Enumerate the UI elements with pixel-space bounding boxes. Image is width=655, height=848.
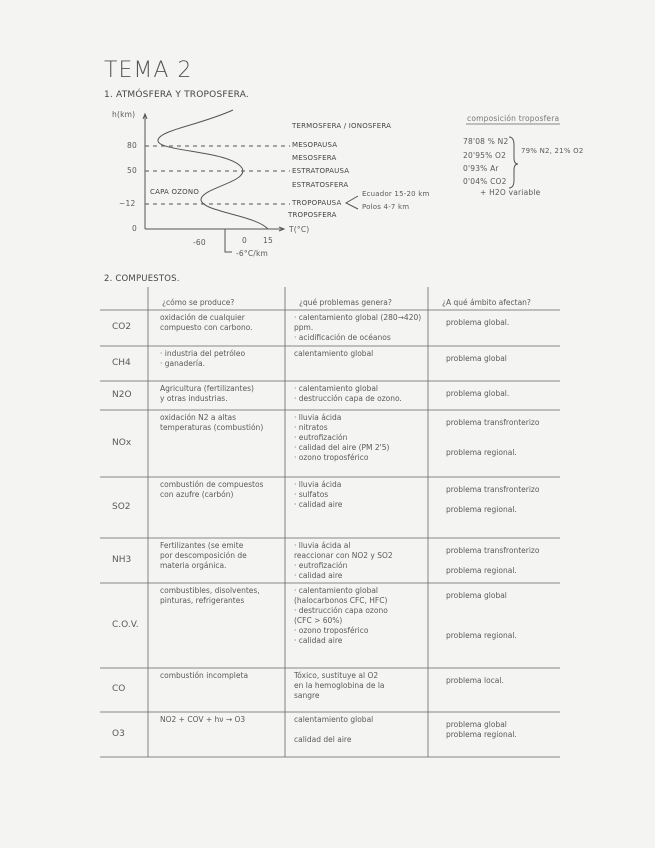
scope-cell: problema transfronterizo problema regional. [446,546,540,575]
production-cell: NO2 + COV + hν → O3 [160,715,246,724]
page-title: TEMA 2 [104,58,193,83]
layer-label: MESOSFERA [292,154,337,162]
tropopause-ecuador: Ecuador 15-20 km [362,190,430,198]
scope-cell: problema transfronterizo problema regional. [446,485,540,514]
composition-water: + H2O variable [480,188,541,197]
problems-cell: · lluvia ácida · sulfatos · calidad aire [294,480,343,509]
scope-cell: problema global problema regional. [446,720,517,739]
production-cell: combustión incompleta [160,671,249,680]
y-tick: ~12 [119,199,136,208]
problems-cell: · calentamiento global (280→420) ppm. · acidificación de océanos [294,313,422,342]
production-cell: oxidación de cualquier compuesto con carbono. [160,313,253,332]
layer-label: TROPOSFERA [288,211,337,219]
problems-cell: · calentamiento global (halocarbonos CFC, HFC) · destrucción capa ozono (CFC > 60%) · ozono troposférico · calidad aire [294,586,388,645]
scope-cell: problema global. [446,318,510,327]
layer-label: TROPOPAUSA [292,199,342,207]
scope-cell: problema local. [446,676,504,685]
y-tick: 80 [127,141,137,150]
y-tick: 0 [132,224,137,233]
tropopause-polos: Polos 4-7 km [362,203,410,211]
production-cell: oxidación N2 a altas temperaturas (combustión) [160,413,264,432]
production-cell: combustión de compuestos con azufre (carbón) [160,480,264,499]
composition-summary: 79% N2, 21% O2 [521,147,584,155]
problems-cell: · calentamiento global · destrucción capa de ozono. [294,384,402,403]
composition-item: 0'04% CO2 [463,177,507,186]
x-tick: 0 [242,236,247,245]
problems-cell: · lluvia ácida al reaccionar con NO2 y SO2 · eutrofización · calidad aire [294,541,393,580]
composition-item: 78'08 % N2 [463,137,509,146]
column-header: ¿qué problemas genera? [299,298,392,307]
gradient-label: -6°C/km [236,249,269,258]
compound-cell: CH4 [112,357,131,368]
composition-item: 20'95% O2 [463,151,507,160]
layer-label: MESOPAUSA [292,141,338,149]
scope-cell: problema global [446,354,507,363]
compound-cell: SO2 [112,501,131,512]
scope-cell: problema global. [446,389,510,398]
compound-cell: N2O [112,389,132,400]
production-cell: combustibles, disolventes, pinturas, refrigerantes [160,586,260,605]
compound-cell: NH3 [112,554,132,565]
composition-title: composición troposfera [467,114,560,123]
y-axis-label: h(km) [112,110,136,119]
problems-cell: · lluvia ácida · nitratos · eutrofización · calidad del aire (PM 2'5) · ozono troposférico [294,413,390,462]
section-heading-atmosphere: 1. ATMÓSFERA Y TROPOSFERA. [104,90,249,100]
column-header: ¿A qué ámbito afectan? [442,298,531,307]
problems-cell: Tóxico, sustituye al O2 en la hemoglobina de la sangre [294,671,385,700]
section-heading-compounds: 2. COMPUESTOS. [104,274,180,284]
production-cell: Fertilizantes (se emite por descomposición de materia orgánica. [160,541,247,570]
x-tick: -60 [193,238,206,247]
column-header: ¿cómo se produce? [162,298,235,307]
compound-cell: CO2 [112,322,132,332]
y-tick: 50 [127,166,137,175]
scope-cell: problema transfronterizo problema regional. [446,418,540,457]
compound-cell: C.O.V. [112,619,139,630]
production-cell: Agricultura (fertilizantes) y otras industrias. [160,384,254,403]
x-tick: 15 [263,236,273,245]
composition-item: 0'93% Ar [463,164,499,173]
problems-cell: calentamiento global [294,349,374,358]
compound-cell: NOx [112,437,132,448]
problems-cell: calentamiento global calidad del aire [294,715,374,744]
layer-label: ESTRATOSFERA [292,181,349,189]
scope-cell: problema global problema regional. [446,591,517,640]
production-cell: · industria del petróleo · ganadería. [160,349,246,368]
compound-cell: O3 [112,728,125,739]
layer-label: ESTRATOPAUSA [292,167,350,175]
ozone-layer-label: CAPA OZONO [150,188,200,196]
x-axis-label: T(°C) [289,225,310,234]
compound-cell: CO [112,684,126,694]
layer-label: TERMOSFERA / IONOSFERA [292,122,392,130]
